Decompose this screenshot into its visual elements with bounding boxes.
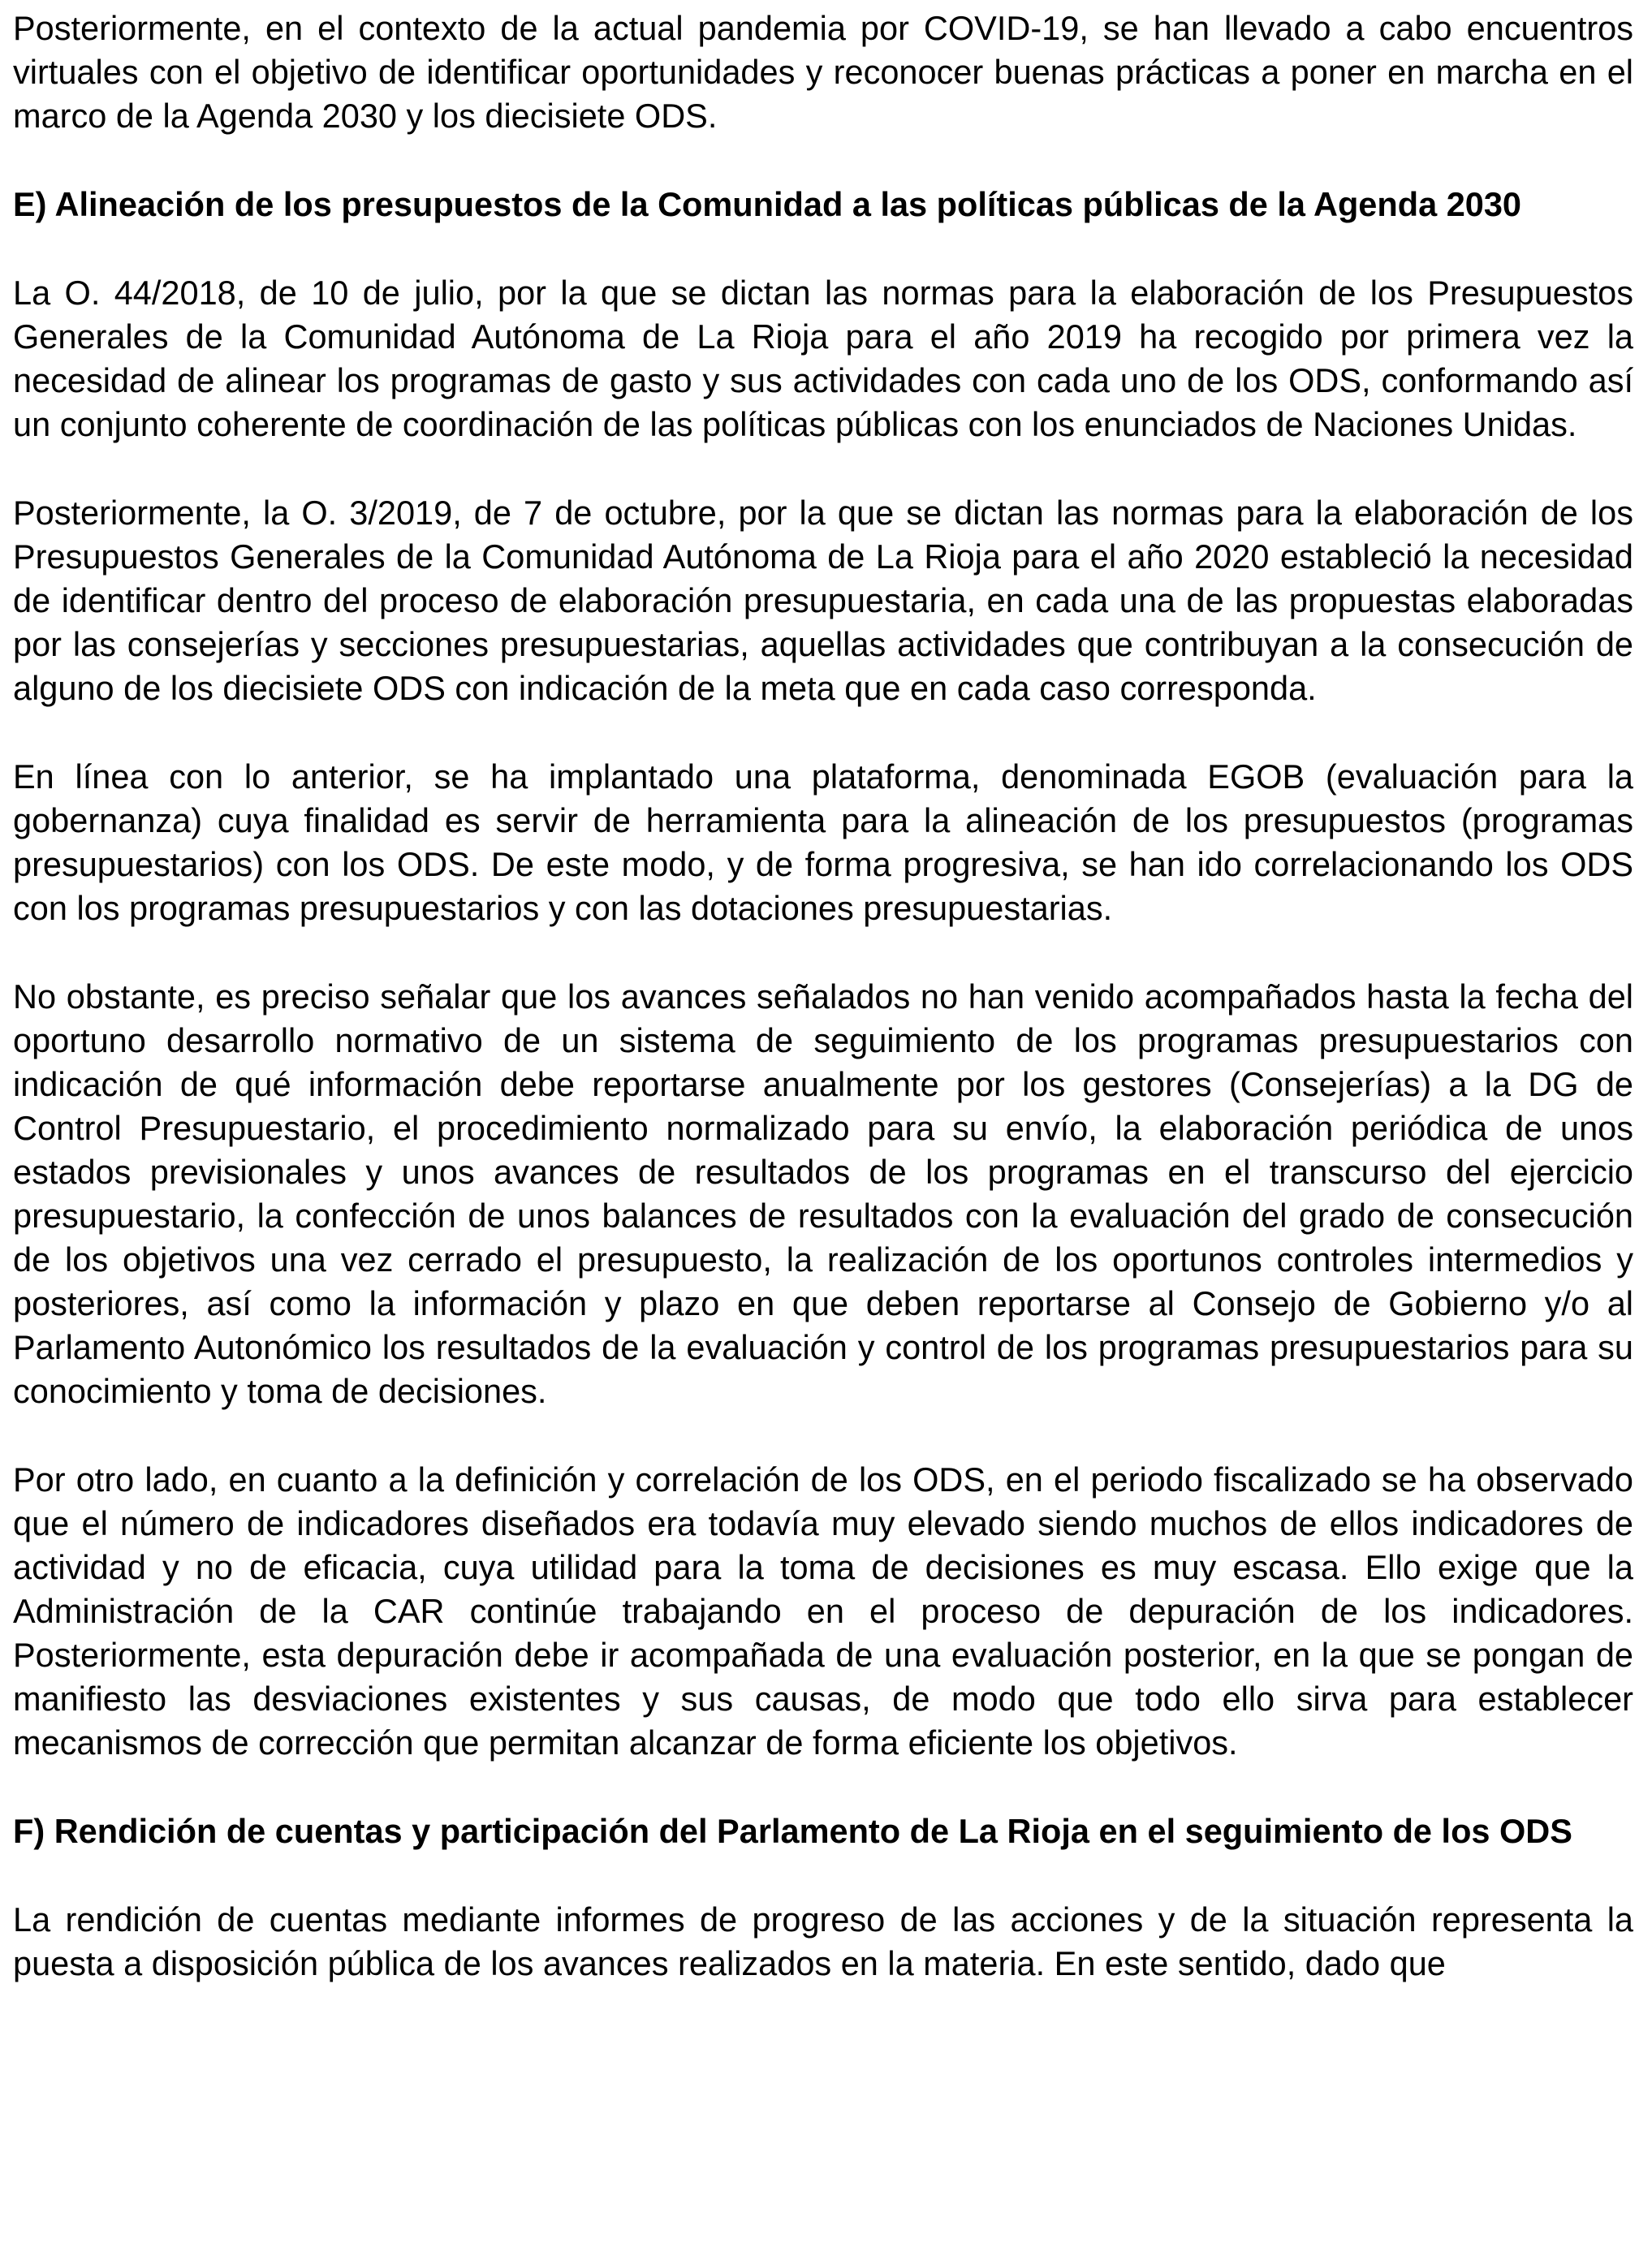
- paragraph-no-obstante: No obstante, es preciso señalar que los avances señalados no han venido acompañados hasta la fecha del oportuno desarrollo normativo de un sistema de seguimiento de los programas presupuestarios con indicación de qué información debe reportarse anualmente por los gestores (Consejerías) a la DG de Control Presupuestario, el procedimiento normalizado para su envío, la elaboración periódica de unos estados previsionales y unos avances de resultados de los programas en el transcurso del ejercicio presupuestario, la confección de unos balances de resultados con la evaluación del grado de consecución de los objetivos una vez cerrado el presupuesto, la realización de los oportunos controles intermedios y posteriores, así como la información y plazo en que deben reportarse al Consejo de Gobierno y/o al Parlamento Autonómico los resultados de la evaluación y control de los programas presupuestarios para su conocimiento y toma de decisiones.: [13, 977, 1633, 1410]
- document-page: [13, 6, 1633, 1986]
- paragraph-accountability: La rendición de cuentas mediante informes de progreso de las acciones y de la situación representa la puesta a disposición pública de los avances realizados en la materia. En este sentido, dado que: [13, 1900, 1633, 1982]
- section-heading-f: F) Rendición de cuentas y participación del Parlamento de La Rioja en el seguimiento de los ODS: [13, 1812, 1572, 1850]
- section-heading-e: E) Alineación de los presupuestos de la Comunidad a las políticas públicas de la Agenda 2030: [13, 185, 1522, 223]
- paragraph-egob-platform: En línea con lo anterior, se ha implantado una plataforma, denominada EGOB (evaluación para la gobernanza) cuya finalidad es servir de herramienta para la alineación de los presupuestos (programas presupuestarios) con los ODS. De este modo, y de forma progresiva, se han ido correlacionando los ODS con los programas presupuestarios y con las dotaciones presupuestarias.: [13, 757, 1633, 927]
- paragraph-covid-meetings: Posteriormente, en el contexto de la actual pandemia por COVID-19, se han llevado a cabo encuentros virtuales con el objetivo de identificar oportunidades y reconocer buenas prácticas a poner en marcha en el marco de la Agenda 2030 y los diecisiete ODS.: [13, 9, 1633, 135]
- paragraph-indicators: Por otro lado, en cuanto a la definición y correlación de los ODS, en el periodo fiscalizado se ha observado que el número de indicadores diseñados era todavía muy elevado siendo muchos de ellos indicadores de actividad y no de eficacia, cuya utilidad para la toma de decisiones es muy escasa. Ello exige que la Administración de la CAR continúe trabajando en el proceso de depuración de los indicadores. Posteriormente, esta depuración debe ir acompañada de una evaluación posterior, en la que se pongan de manifiesto las desviaciones existentes y sus causas, de modo que todo ello sirva para establecer mecanismos de corrección que permitan alcanzar de forma eficiente los objetivos.: [13, 1460, 1633, 1762]
- paragraph-order-3-2019: Posteriormente, la O. 3/2019, de 7 de octubre, por la que se dictan las normas para la elaboración de los Presupuestos Generales de la Comunidad Autónoma de La Rioja para el año 2020 estableció la necesidad de identificar dentro del proceso de elaboración presupuestaria, en cada una de las propuestas elaboradas por las consejerías y secciones presupuestarias, aquellas actividades que contribuyan a la consecución de alguno de los diecisiete ODS con indicación de la meta que en cada caso corresponda.: [13, 494, 1633, 707]
- paragraph-order-44-2018: La O. 44/2018, de 10 de julio, por la que se dictan las normas para la elaboración de los Presupuestos Generales de la Comunidad Autónoma de La Rioja para el año 2019 ha recogido por primera vez la necesidad de alinear los programas de gasto y sus actividades con cada uno de los ODS, conformando así un conjunto coherente de coordinación de las políticas públicas con los enunciados de Naciones Unidas.: [13, 274, 1633, 443]
